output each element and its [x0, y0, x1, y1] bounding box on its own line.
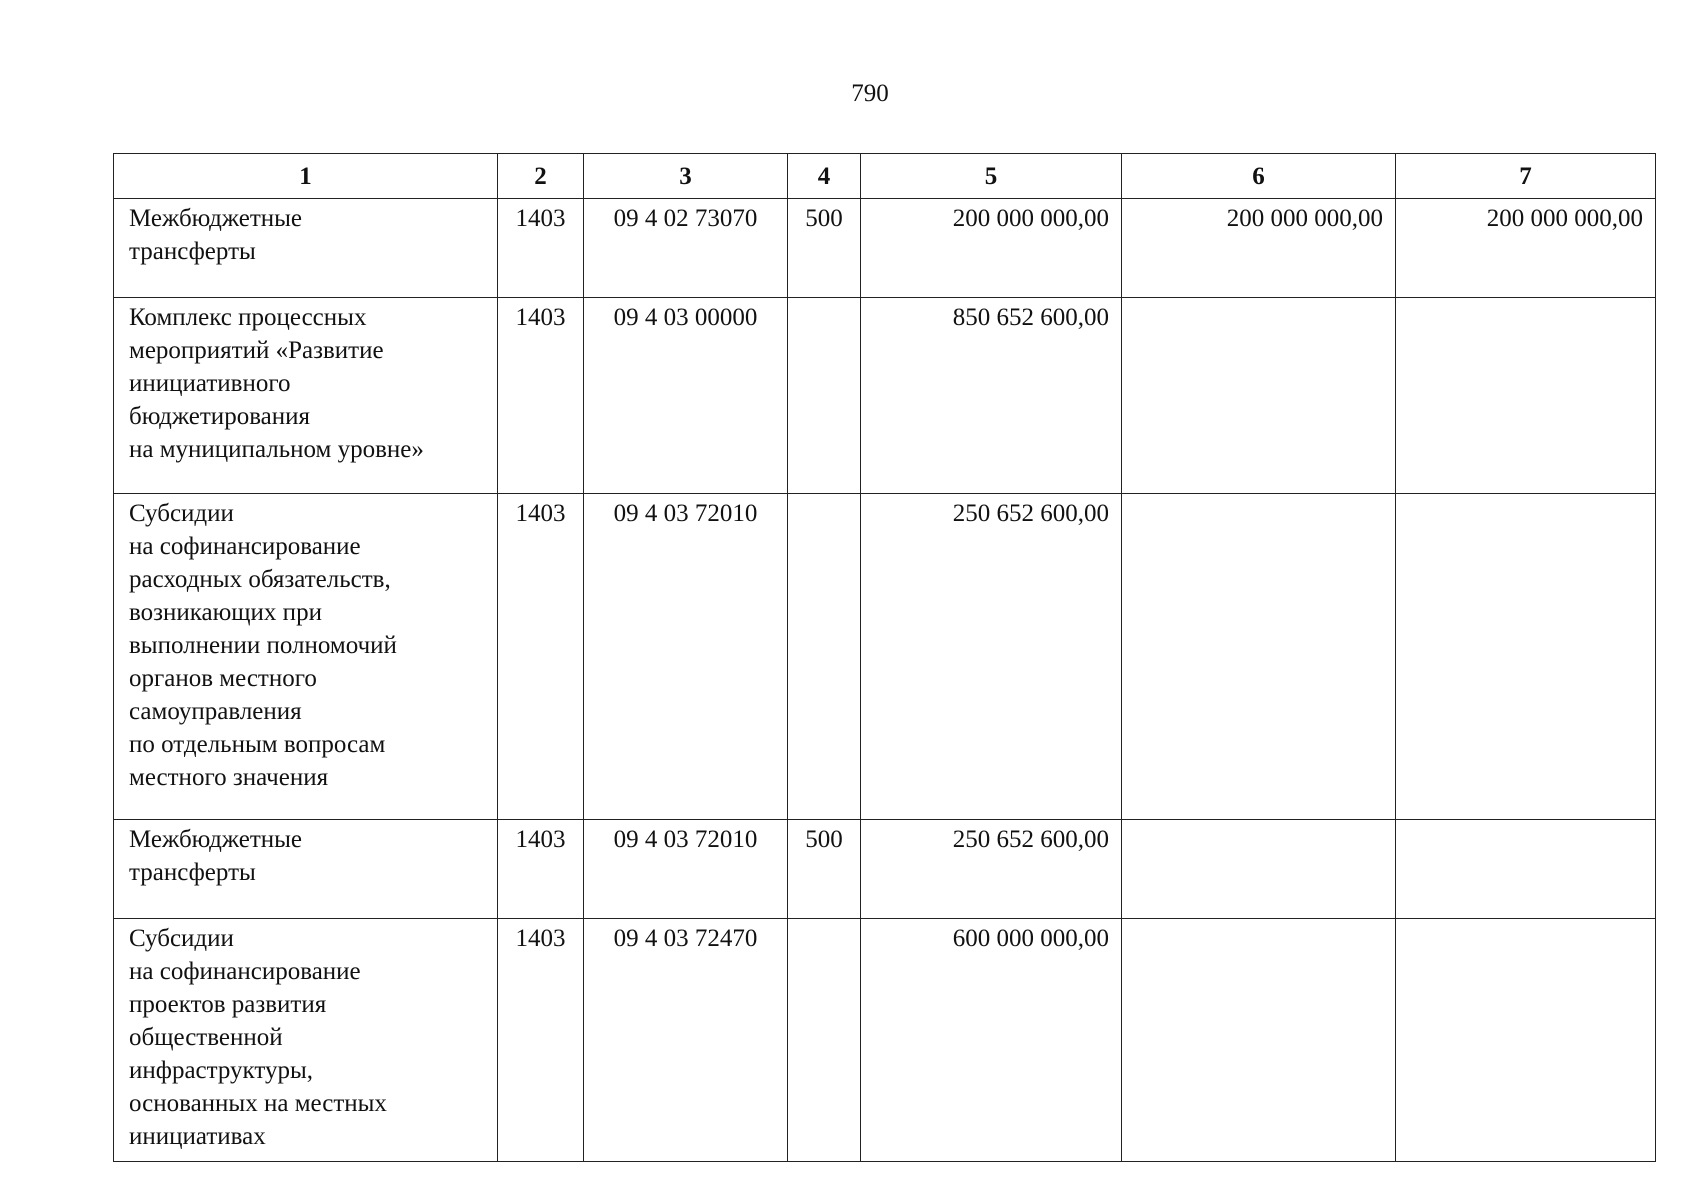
column-header-4: 4	[788, 154, 861, 199]
amount-col6-cell	[1122, 494, 1396, 820]
target-code-cell: 09 4 03 72010	[584, 820, 788, 919]
section-code-cell: 1403	[498, 820, 584, 919]
header-row	[114, 154, 1656, 199]
budget-table	[113, 153, 1656, 1162]
expense-type-cell	[788, 494, 861, 820]
table-row	[114, 298, 1656, 494]
target-code-cell: 09 4 03 72470	[584, 919, 788, 1162]
amount-col5-cell: 850 652 600,00	[861, 298, 1122, 494]
row-name-cell: Межбюджетные трансферты	[114, 820, 498, 919]
amount-col7-cell	[1396, 494, 1656, 820]
amount-col7-cell	[1396, 298, 1656, 494]
column-header-6: 6	[1122, 154, 1396, 199]
page-number: 790	[851, 80, 889, 107]
amount-col7-cell	[1396, 820, 1656, 919]
amount-col7-cell: 200 000 000,00	[1396, 199, 1656, 298]
amount-col6-cell: 200 000 000,00	[1122, 199, 1396, 298]
column-header-1: 1	[114, 154, 498, 199]
amount-col6-cell	[1122, 919, 1396, 1162]
column-header-3: 3	[584, 154, 788, 199]
amount-col6-cell	[1122, 820, 1396, 919]
row-name-cell: Субсидии на софинансирование расходных обязательств, возникающих при выполнении полномочий органов местного самоуправления по отдельным вопросам местного значения	[114, 494, 498, 820]
table-row	[114, 494, 1656, 820]
section-code-cell: 1403	[498, 919, 584, 1162]
amount-col5-cell: 200 000 000,00	[861, 199, 1122, 298]
target-code-cell: 09 4 02 73070	[584, 199, 788, 298]
table-row	[114, 919, 1656, 1162]
table-row	[114, 820, 1656, 919]
column-header-2: 2	[498, 154, 584, 199]
column-header-7: 7	[1396, 154, 1656, 199]
expense-type-cell: 500	[788, 820, 861, 919]
expense-type-cell	[788, 298, 861, 494]
expense-type-cell: 500	[788, 199, 861, 298]
row-name-cell: Субсидии на софинансирование проектов развития общественной инфраструктуры, основанных на местных инициативах	[114, 919, 498, 1162]
target-code-cell: 09 4 03 00000	[584, 298, 788, 494]
expense-type-cell	[788, 919, 861, 1162]
column-header-5: 5	[861, 154, 1122, 199]
amount-col5-cell: 250 652 600,00	[861, 494, 1122, 820]
section-code-cell: 1403	[498, 199, 584, 298]
section-code-cell: 1403	[498, 298, 584, 494]
row-name-cell: Межбюджетные трансферты	[114, 199, 498, 298]
section-code-cell: 1403	[498, 494, 584, 820]
table-row	[114, 199, 1656, 298]
amount-col7-cell	[1396, 919, 1656, 1162]
amount-col6-cell	[1122, 298, 1396, 494]
amount-col5-cell: 600 000 000,00	[861, 919, 1122, 1162]
amount-col5-cell: 250 652 600,00	[861, 820, 1122, 919]
row-name-cell: Комплекс процессных мероприятий «Развитие инициативного бюджетирования на муниципальном уровне»	[114, 298, 498, 494]
target-code-cell: 09 4 03 72010	[584, 494, 788, 820]
